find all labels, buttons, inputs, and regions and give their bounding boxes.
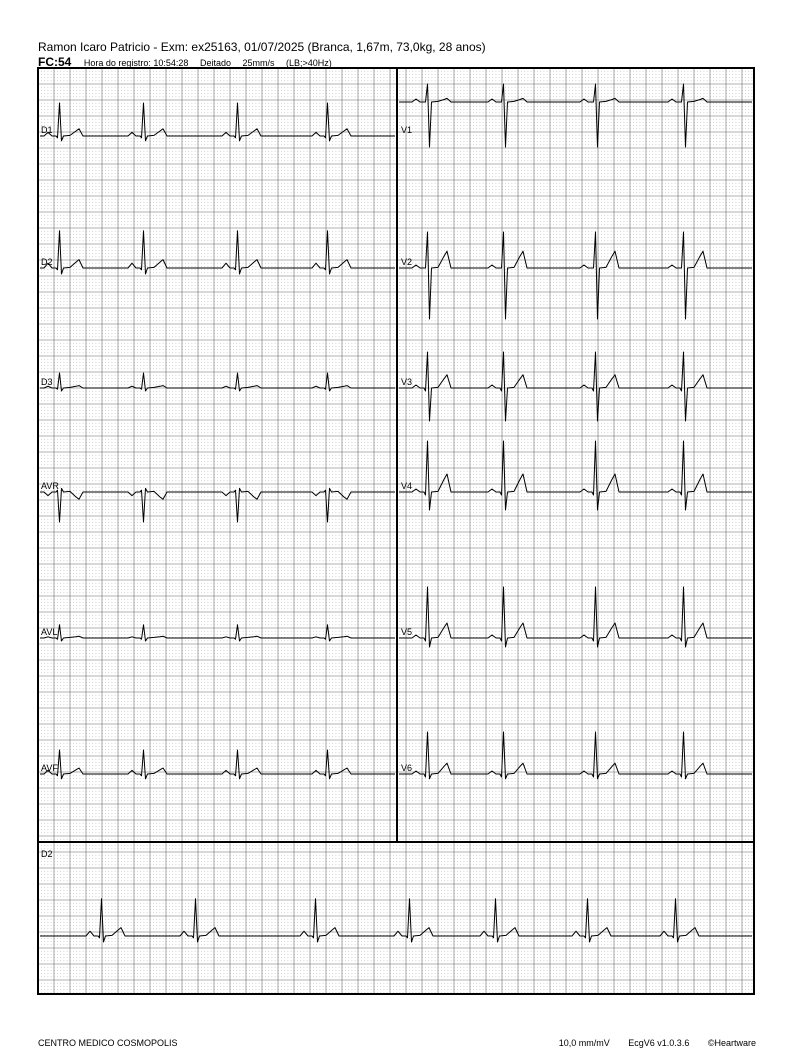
lead-label-v4: V4 (401, 481, 413, 491)
lead-label-v3: V3 (401, 377, 413, 387)
trace-v1 (399, 84, 752, 147)
trace-v2 (399, 232, 752, 319)
patient-name: Ramon Icaro Patricio (38, 40, 151, 54)
exam-date: 01/07/2025 (244, 40, 305, 54)
paper-speed: 25mm/s (242, 58, 275, 68)
lead-label-rhythm: D2 (41, 849, 53, 859)
trace-d2 (40, 899, 752, 942)
filter-setting: (LB;>40Hz) (286, 58, 332, 68)
lead-label-v2: V2 (401, 257, 413, 267)
software-version: EcgV6 v1.0.3.6 (628, 1038, 690, 1048)
lead-label-d3: D3 (41, 377, 53, 387)
heart-rate: FC:54 (38, 55, 72, 69)
lead-label-avl: AVL (41, 627, 58, 637)
lead-label-v6: V6 (401, 763, 413, 773)
record-time: Hora do registro: 10:54:28 (83, 58, 189, 68)
lead-label-d2: D2 (41, 257, 53, 267)
lead-label-v1: V1 (401, 125, 413, 135)
exam-title: Ramon Icaro Patricio - Exm: ex25163, 01/07/2025 (Branca, 1,67m, 73,0kg, 28 anos) (38, 40, 486, 54)
patient-info: (Branca, 1,67m, 73,0kg, 28 anos) (307, 40, 486, 54)
lead-label-d1: D1 (41, 125, 53, 135)
trace-v4 (399, 441, 752, 510)
exam-id: Exm: ex25163, (160, 40, 241, 54)
brand: ©Heartware (707, 1038, 756, 1048)
lead-label-v5: V5 (401, 627, 413, 637)
gain-setting: 10,0 mm/mV (558, 1038, 610, 1048)
clinic-name: CENTRO MEDICO COSMOPOLIS (38, 1038, 178, 1048)
patient-position: Deitado (199, 58, 231, 68)
trace-v3 (399, 352, 752, 421)
device-info (543, 1038, 756, 1048)
lead-label-avr: AVR (41, 481, 59, 491)
lead-label-avf: AVF (41, 763, 58, 773)
